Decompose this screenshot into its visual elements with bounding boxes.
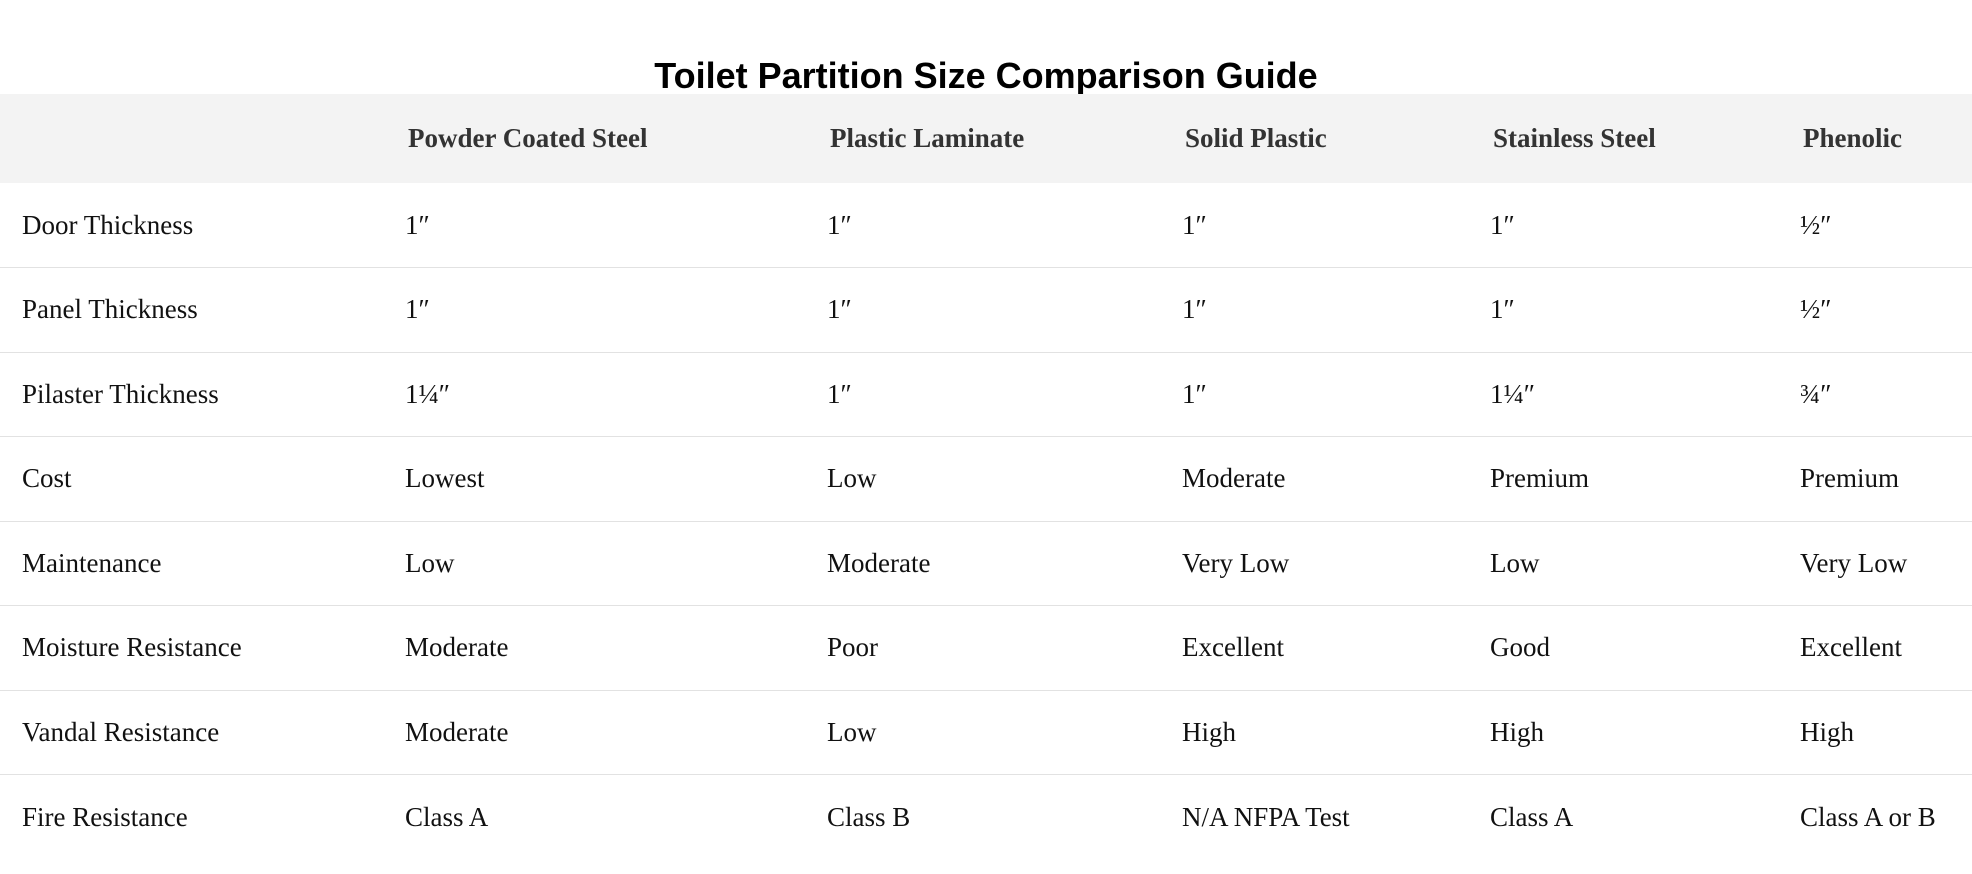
table-cell: ¾″ [1800,378,1832,409]
row-label: Fire Resistance [22,801,188,832]
table-cell: Excellent [1182,632,1284,663]
column-header-stainless-steel: Stainless Steel [1493,123,1656,153]
table-cell: Premium [1800,463,1899,494]
page-title: Toilet Partition Size Comparison Guide [654,55,1318,97]
table-row [0,606,1972,691]
table-cell: Very Low [1182,547,1290,578]
table-cell: Premium [1490,463,1589,494]
row-label: Panel Thickness [22,294,198,325]
table-cell: Class A [1490,801,1574,832]
row-label: Vandal Resistance [22,716,220,747]
table-cell: Good [1490,632,1550,663]
table-cell: ½″ [1800,209,1832,240]
column-header-plastic-laminate: Plastic Laminate [830,123,1025,153]
table-cell: High [1800,716,1854,747]
table-cell: Moderate [827,547,931,578]
table-cell: 1″ [1182,378,1207,409]
table-cell: Low [827,716,877,747]
table-cell: High [1490,716,1544,747]
row-label: Moisture Resistance [22,632,242,663]
header-row [0,94,1972,183]
table-row [0,268,1972,353]
table-cell: High [1182,716,1236,747]
table-cell: Low [1490,547,1540,578]
table-cell: Class A [405,801,489,832]
table-cell: Class B [827,801,911,832]
table-row [0,183,1972,268]
column-header-powder-coated-steel: Powder Coated Steel [408,123,648,153]
comparison-table [0,94,1972,859]
table-cell: Poor [827,632,879,663]
table-cell: 1¼″ [405,378,450,409]
table-row [0,690,1972,775]
row-label: Door Thickness [22,209,194,240]
table-cell: Very Low [1800,547,1908,578]
table-cell: 1″ [1182,294,1207,325]
table-cell: Moderate [405,716,509,747]
table-row [0,775,1972,860]
table-cell: 1″ [1490,294,1515,325]
table-cell: 1″ [1490,209,1515,240]
table-header [0,94,1972,183]
table-cell: 1″ [1182,209,1207,240]
table-cell: 1¼″ [1490,378,1535,409]
table-row [0,521,1972,606]
table-row [0,352,1972,437]
column-header-solid-plastic: Solid Plastic [1185,123,1327,153]
table-cell: 1″ [827,294,852,325]
column-header-phenolic: Phenolic [1803,123,1902,153]
table-body [0,183,1972,859]
table-cell: 1″ [827,378,852,409]
corner-header-cell [0,94,400,183]
table-cell: Moderate [1182,463,1286,494]
row-label: Cost [22,463,72,494]
table-cell: Moderate [405,632,509,663]
table-row [0,437,1972,522]
table-cell: N/A NFPA Test [1182,801,1350,832]
table-cell: ½″ [1800,294,1832,325]
table-cell: Low [405,547,455,578]
row-label: Pilaster Thickness [22,378,219,409]
table-cell: 1″ [405,209,430,240]
row-label: Maintenance [22,547,162,578]
table-cell: 1″ [405,294,430,325]
table-cell: Class A or B [1800,801,1936,832]
table-cell: Lowest [405,463,485,494]
table-cell: Low [827,463,877,494]
table-cell: Excellent [1800,632,1902,663]
table-cell: 1″ [827,209,852,240]
